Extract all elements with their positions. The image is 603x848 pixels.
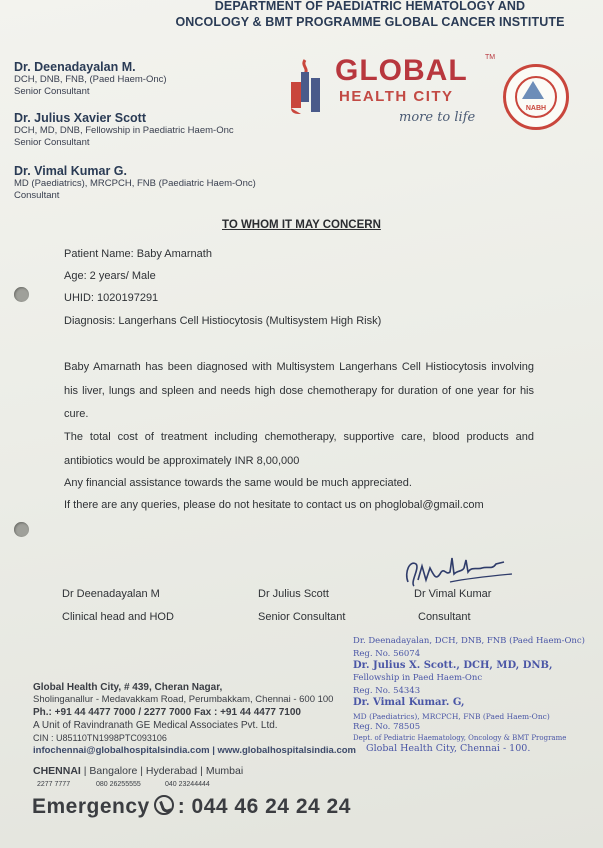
footer-address-2: Sholinganallur - Medavakkam Road, Perumbakkam, Chennai - 600 100	[33, 694, 334, 705]
footer-address-1: Global Health City, # 439, Cheran Nagar,	[33, 682, 223, 693]
footer-phone: Ph.: +91 44 4477 7000 / 2277 7000 Fax : +91 44 4477 7100	[33, 707, 301, 718]
signatory-name: Dr Deenadayalan M	[62, 588, 160, 600]
stamp-line: Dr. Vimal Kumar. G,	[353, 697, 465, 708]
doctor-block-3	[14, 164, 256, 202]
global-health-city-logo	[287, 52, 497, 132]
header-line-1: DEPARTMENT OF PAEDIATRIC HEMATOLOGY AND	[214, 0, 526, 13]
doctor-role: Senior Consultant	[14, 86, 90, 97]
patient-diagnosis: Diagnosis: Langerhans Cell Histiocytosis (Multisystem High Risk)	[64, 315, 382, 327]
doctor-qualifications: DCH, MD, DNB, Fellowship in Paediatric Haem-Onc	[14, 125, 234, 136]
doctor-role: Senior Consultant	[14, 137, 90, 148]
city-phone: 040 23244444	[165, 781, 210, 788]
city-bangalore: Bangalore	[89, 765, 138, 777]
nabh-label: NABH	[525, 105, 547, 112]
city-hyderabad: Hyderabad	[145, 765, 198, 777]
doctor-role: Consultant	[14, 190, 60, 201]
footer-cities: CHENNAI | Bangalore | Hyderabad | Mumbai	[33, 765, 244, 777]
letter-paragraph-1: Baby Amarnath has been diagnosed with Multisystem Langerhans Cell Histiocytosis involving his liver, lungs and spleen and needs high dose chemotherapy for duration of one year for his cure.	[64, 361, 534, 420]
doctor-name: Dr. Julius Xavier Scott	[14, 111, 146, 125]
emergency-line	[32, 795, 351, 819]
gh-monogram-icon	[287, 58, 327, 116]
logo-word-global: GLOBAL	[335, 54, 468, 87]
doctor-qualifications: MD (Paediatrics), MRCPCH, FNB (Paediatric Haem-Onc)	[14, 178, 256, 189]
city-chennai: CHENNAI	[33, 765, 81, 777]
emergency-number: : 044 46 24 24 24	[177, 795, 351, 818]
footer-web: infochennai@globalhospitalsindia.com | www.globalhospitalsindia.com	[33, 745, 356, 756]
signatory-name: Dr Julius Scott	[258, 588, 329, 600]
patient-age: Age: 2 years/ Male	[64, 270, 156, 282]
patient-name: Patient Name: Baby Amarnath	[64, 248, 212, 260]
signatory-name: Dr Vimal Kumar	[414, 588, 492, 600]
stamp-line: Reg. No. 56074	[353, 649, 421, 659]
logo-word-health-city: HEALTH CITY	[339, 88, 454, 105]
stamp-line: Dr. Deenadayalan, DCH, DNB, FNB (Paed Haem-Onc)	[353, 636, 585, 646]
patient-uhid: UHID: 1020197291	[64, 292, 159, 304]
signatory-role: Consultant	[418, 611, 471, 623]
stamp-line: Fellowship in Paed Haem-Onc	[353, 673, 483, 683]
punch-hole	[14, 287, 29, 302]
punch-hole	[14, 522, 29, 537]
handwritten-signature	[400, 552, 520, 590]
city-phone: 2277 7777	[37, 781, 71, 788]
letter-paragraph-2: The total cost of treatment including chemotherapy, supportive care, blood products and antibiotics would be approximately INR 8,00,000	[64, 431, 534, 467]
doctor-name: Dr. Vimal Kumar G.	[14, 164, 128, 178]
letter-title: TO WHOM IT MAY CONCERN	[222, 219, 381, 231]
doctor-name: Dr. Deenadayalan M.	[14, 60, 136, 74]
emergency-label: Emergency	[32, 795, 150, 818]
footer-unit: A Unit of Ravindranath GE Medical Associates Pvt. Ltd.	[33, 720, 278, 731]
city-phone: 080 26255555	[96, 781, 141, 788]
department-header	[150, 0, 590, 30]
signatory-role: Senior Consultant	[258, 611, 346, 623]
doctor-block-2	[14, 111, 234, 149]
doctor-qualifications: DCH, DNB, FNB, (Paed Haem-Onc)	[14, 74, 167, 85]
logo-tagline: more to life	[399, 110, 476, 125]
stamp-line: MD (Paediatrics), MRCPCH, FNB (Paed Haem-Onc)	[353, 712, 550, 721]
stamp-line: Dept. of Pediatric Haematology, Oncology & BMT Programe	[353, 734, 567, 742]
signatory-role: Clinical head and HOD	[62, 611, 174, 623]
letter-paragraph-3: Any financial assistance towards the same would be much appreciated.	[64, 477, 412, 489]
stamp-line: Reg. No. 78505	[353, 722, 421, 732]
footer-cin: CIN : U85110TN1998PTC093106	[33, 733, 167, 743]
doctor-block-1	[14, 60, 167, 98]
logo-trademark: TM	[485, 54, 496, 61]
stamp-line: Global Health City, Chennai - 100.	[366, 743, 531, 754]
stamp-line: Reg. No. 54343	[353, 686, 421, 696]
letter-paragraph-4: If there are any queries, please do not hesitate to contact us on phoglobal@gmail.com	[64, 499, 484, 511]
stamp-line: Dr. Julius X. Scott., DCH, MD, DNB,	[353, 660, 553, 671]
nabh-badge-icon	[503, 64, 569, 130]
city-mumbai: Mumbai	[205, 765, 244, 777]
phone-icon	[154, 795, 174, 815]
header-line-2: ONCOLOGY & BMT PROGRAMME GLOBAL CANCER INSTITUTE	[175, 15, 565, 29]
